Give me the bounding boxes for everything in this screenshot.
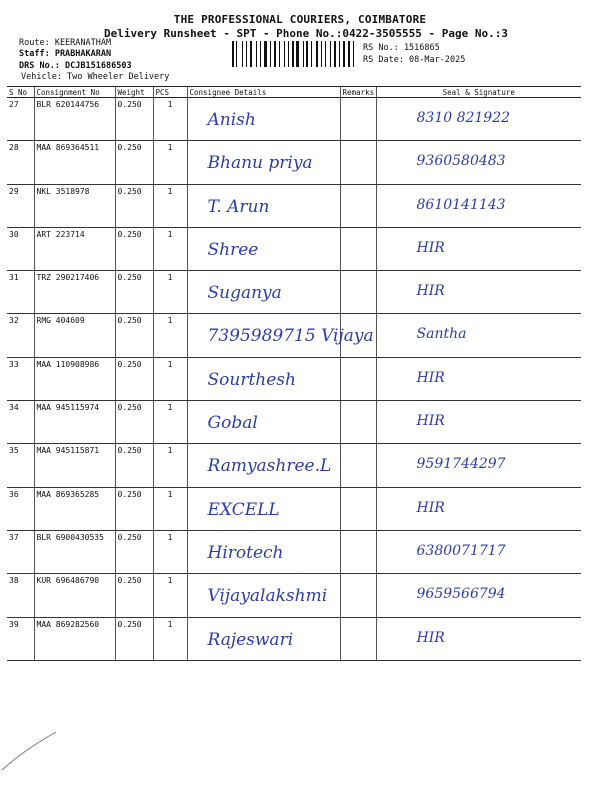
consignment-cell: ART 223714 [34, 227, 115, 270]
consignee-cell [187, 227, 340, 270]
col-sno-header: S No [7, 87, 34, 98]
weight-cell: 0.250 [115, 487, 153, 530]
weight-cell: 0.250 [115, 357, 153, 400]
pcs-cell: 1 [153, 314, 187, 357]
sno-cell: 33 [7, 357, 34, 400]
rs-number: RS No.: 1516865 [363, 43, 440, 53]
remarks-cell [340, 574, 376, 617]
col-consignment-header: Consignment No [34, 87, 115, 98]
signature-cell [376, 530, 581, 573]
handwritten-signature: 9360580483 [416, 153, 506, 170]
sno-cell: 31 [7, 271, 34, 314]
remarks-cell [340, 487, 376, 530]
remarks-cell [340, 444, 376, 487]
handwritten-signature: HIR [416, 283, 445, 300]
consignee-cell [187, 314, 374, 357]
handwritten-consignee: Anish [207, 110, 256, 130]
weight-cell: 0.250 [115, 314, 153, 357]
sno-cell: 30 [7, 227, 34, 270]
table-row [7, 141, 581, 184]
consignee-cell [187, 487, 340, 530]
handwritten-signature: 9591744297 [416, 456, 506, 473]
handwritten-signature: 8610141143 [416, 196, 506, 213]
pcs-cell: 1 [153, 271, 187, 314]
consignment-cell: BLR 6900430535 [34, 530, 115, 573]
handwritten-consignee: T. Arun [207, 196, 270, 217]
route-label: Route: KEERANATHAM [19, 38, 112, 48]
pcs-cell: 1 [153, 617, 187, 660]
staff-label: Staff: PRABHAKARAN [19, 49, 112, 59]
table-row [7, 184, 581, 227]
handwritten-consignee: Hirotech [207, 542, 284, 563]
table-header-row [7, 87, 581, 98]
barcode-image [232, 41, 356, 67]
remarks-cell [340, 98, 376, 141]
consignment-cell: MAA 869282560 [34, 617, 115, 660]
remarks-cell [340, 184, 376, 227]
weight-cell: 0.250 [115, 617, 153, 660]
weight-cell: 0.250 [115, 227, 153, 270]
signature-cell [376, 574, 581, 617]
handwritten-consignee: Bhanu priya [207, 153, 313, 174]
remarks-cell [340, 227, 376, 270]
handwritten-consignee: Vijayalakshmi [207, 586, 328, 607]
remarks-cell [340, 401, 376, 444]
consignee-cell [187, 357, 340, 400]
sno-cell: 27 [7, 98, 34, 141]
handwritten-consignee: Shree [207, 239, 259, 260]
table-row [7, 617, 581, 660]
consignment-cell: MAA 110908986 [34, 357, 115, 400]
consignment-cell: MAA 869365285 [34, 487, 115, 530]
weight-cell: 0.250 [115, 184, 153, 227]
sno-cell: 37 [7, 530, 34, 573]
remarks-cell [340, 141, 376, 184]
sno-cell: 34 [7, 401, 34, 444]
handwritten-signature: Santha [416, 326, 467, 343]
pcs-cell: 1 [153, 530, 187, 573]
weight-cell: 0.250 [115, 444, 153, 487]
handwritten-consignee: Gobal [207, 413, 258, 434]
sno-cell: 32 [7, 314, 34, 357]
handwritten-signature: HIR [416, 629, 445, 646]
table-row [7, 401, 581, 444]
remarks-cell [340, 530, 376, 573]
handwritten-consignee: 7395989715 Vijaya [207, 326, 374, 347]
remarks-cell [340, 357, 376, 400]
page-title: THE PROFESSIONAL COURIERS, COIMBATORE [173, 13, 427, 26]
drs-number: DRS No.: DCJB151686503 [19, 61, 132, 71]
pcs-cell: 1 [153, 444, 187, 487]
remarks-cell [340, 314, 376, 357]
handwritten-signature: HIR [416, 413, 445, 430]
rs-date: RS Date: 08-Mar-2025 [363, 55, 466, 65]
col-remarks-header: Remarks [340, 87, 376, 98]
pcs-cell: 1 [153, 141, 187, 184]
col-weight-header: Weight [115, 87, 153, 98]
corner-stray-mark [0, 730, 60, 800]
signature-cell [376, 227, 581, 270]
weight-cell: 0.250 [115, 271, 153, 314]
signature-cell [376, 141, 581, 184]
signature-cell [376, 444, 581, 487]
table-row [7, 271, 581, 314]
table-row [7, 530, 581, 573]
runsheet-subtitle: Delivery Runsheet - SPT - Phone No.:0422-3505555 - Page No.:3 [104, 27, 508, 40]
consignee-cell [187, 617, 340, 660]
handwritten-consignee: Rajeswari [207, 629, 294, 650]
consignee-cell [187, 98, 340, 141]
table-row [7, 444, 581, 487]
table-row [7, 574, 581, 617]
sno-cell: 28 [7, 141, 34, 184]
consignee-cell [187, 401, 340, 444]
consignment-cell: MAA 945115871 [34, 444, 115, 487]
handwritten-consignee: Suganya [207, 283, 282, 304]
signature-cell [376, 314, 581, 357]
pcs-cell: 1 [153, 98, 187, 141]
handwritten-consignee: EXCELL [207, 499, 280, 520]
col-consignee-header: Consignee Details [187, 87, 340, 98]
vehicle-label: Vehicle: Two Wheeler Delivery [21, 72, 170, 82]
signature-cell [376, 617, 581, 660]
handwritten-signature: HIR [416, 239, 445, 256]
signature-cell [376, 271, 581, 314]
col-signature-header: Seal & Signature [376, 87, 581, 98]
consignment-cell: BLR 620144756 [34, 98, 115, 141]
pcs-cell: 1 [153, 227, 187, 270]
pcs-cell: 1 [153, 401, 187, 444]
table-row [7, 487, 581, 530]
signature-cell [376, 401, 581, 444]
weight-cell: 0.250 [115, 574, 153, 617]
sno-cell: 35 [7, 444, 34, 487]
weight-cell: 0.250 [115, 401, 153, 444]
table-row [7, 227, 581, 270]
consignee-cell [187, 271, 340, 314]
consignee-cell [187, 444, 340, 487]
consignment-cell: MAA 945115974 [34, 401, 115, 444]
weight-cell: 0.250 [115, 98, 153, 141]
handwritten-signature: 8310 821922 [416, 110, 511, 126]
handwritten-consignee: Sourthesh [207, 369, 296, 390]
remarks-cell [340, 617, 376, 660]
table-row [7, 314, 581, 357]
sno-cell: 29 [7, 184, 34, 227]
consignee-cell [187, 184, 340, 227]
signature-cell [376, 487, 581, 530]
handwritten-signature: HIR [416, 369, 445, 386]
weight-cell: 0.250 [115, 141, 153, 184]
table-row [7, 98, 581, 141]
sno-cell: 38 [7, 574, 34, 617]
consignment-cell: KUR 696486790 [34, 574, 115, 617]
handwritten-signature: 6380071717 [416, 542, 506, 559]
consignee-cell [187, 530, 340, 573]
consignment-cell: NKL 3518978 [34, 184, 115, 227]
consignment-cell: RMG 404609 [34, 314, 115, 357]
consignee-cell [187, 574, 340, 617]
signature-cell [376, 98, 581, 141]
signature-cell [376, 357, 581, 400]
sno-cell: 36 [7, 487, 34, 530]
table-row [7, 357, 581, 400]
handwritten-signature: HIR [416, 499, 445, 516]
runsheet-table [7, 86, 581, 661]
pcs-cell: 1 [153, 487, 187, 530]
consignee-cell [187, 141, 340, 184]
consignment-cell: MAA 869364511 [34, 141, 115, 184]
sno-cell: 39 [7, 617, 34, 660]
consignment-cell: TRZ 290217406 [34, 271, 115, 314]
remarks-cell [340, 271, 376, 314]
pcs-cell: 1 [153, 357, 187, 400]
handwritten-signature: 9659566794 [416, 586, 506, 603]
weight-cell: 0.250 [115, 530, 153, 573]
handwritten-consignee: Ramyashree.L [207, 456, 332, 477]
pcs-cell: 1 [153, 574, 187, 617]
pcs-cell: 1 [153, 184, 187, 227]
signature-cell [376, 184, 581, 227]
col-pcs-header: PCS [153, 87, 187, 98]
